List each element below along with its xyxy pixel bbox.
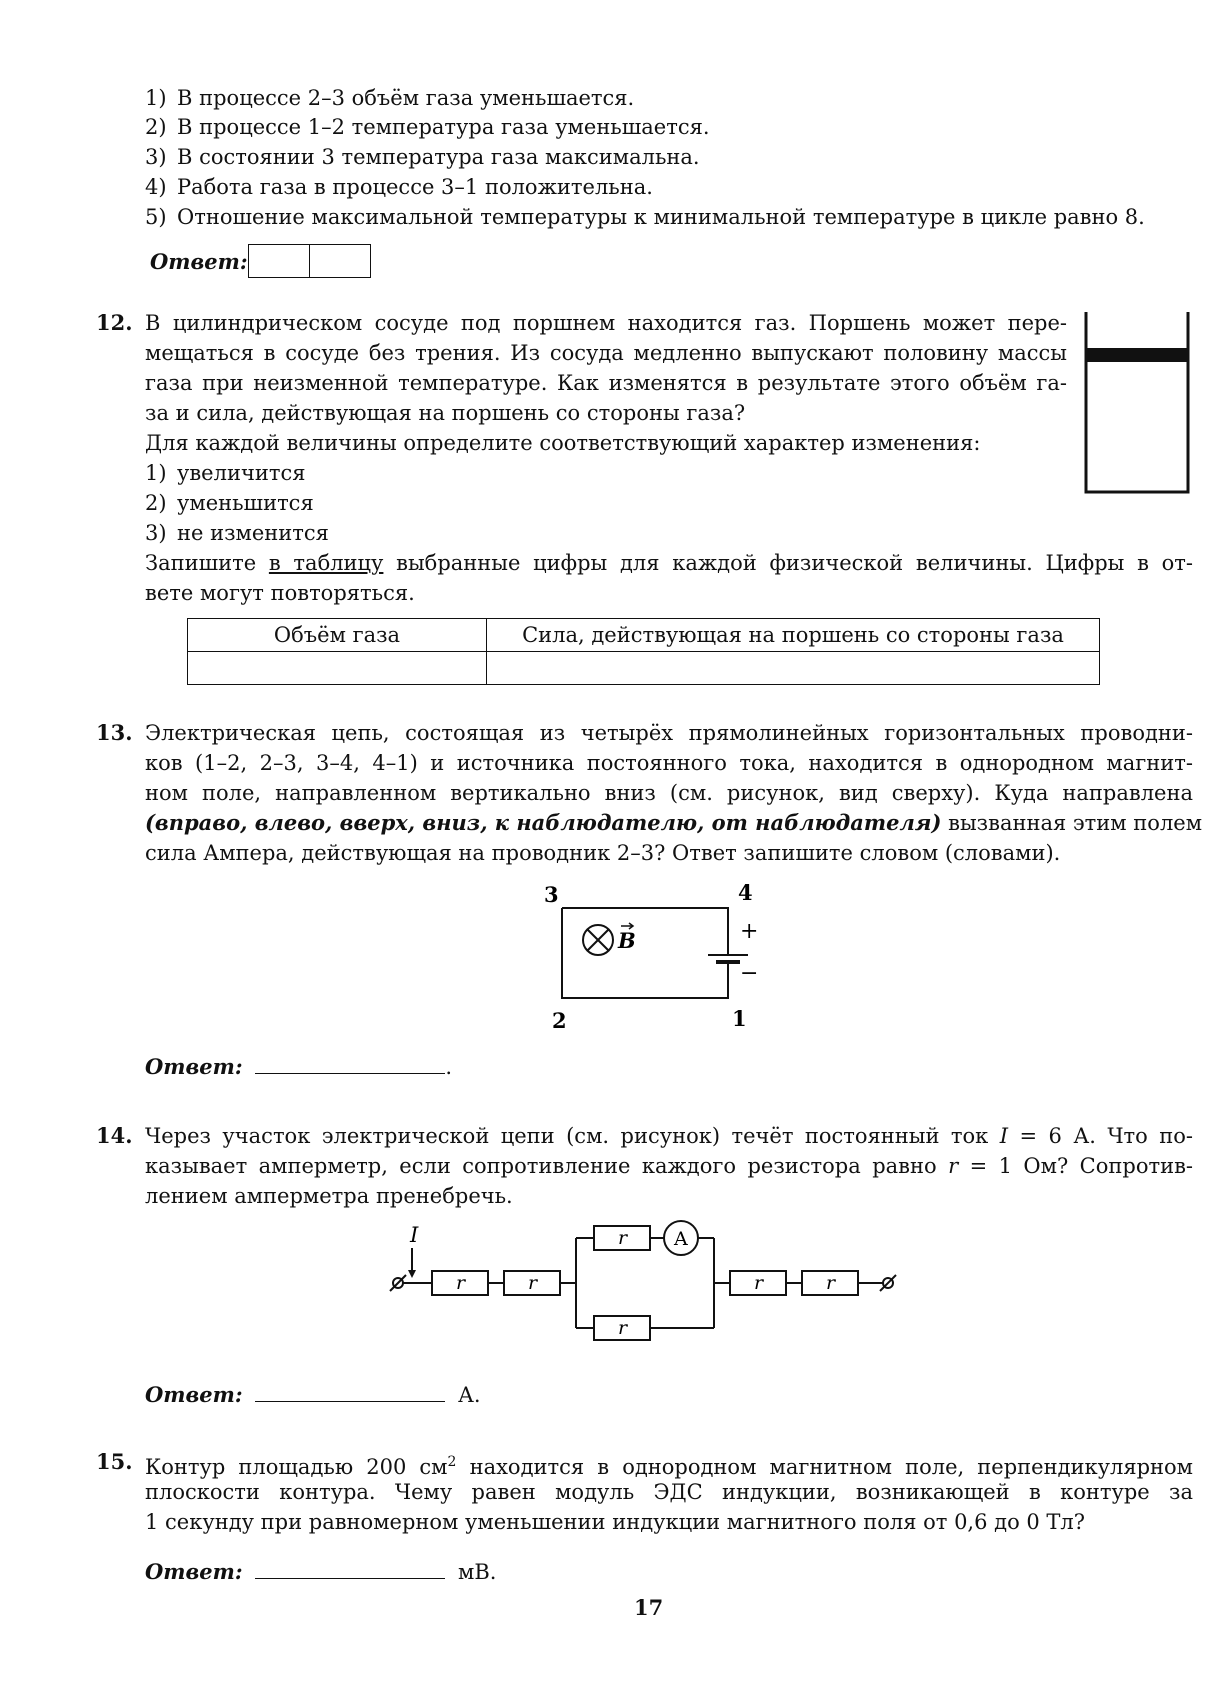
answer-box[interactable]	[249, 245, 309, 277]
node-label-1: 1	[732, 1006, 747, 1031]
resistor-label: r	[528, 1272, 538, 1294]
resistor-label: r	[456, 1272, 466, 1294]
q15-answer: Ответ: мВ.	[145, 1559, 497, 1584]
ammeter-label: A	[674, 1228, 688, 1250]
q12-text-line: В цилиндрическом сосуде под поршнем находится газ. Поршень может пере-	[145, 311, 1067, 335]
answer-cell-volume[interactable]	[188, 652, 487, 685]
q12-number: 12.	[96, 310, 133, 335]
resistor-label: r	[618, 1317, 628, 1339]
q13-circuit-figure	[530, 880, 770, 1040]
q13-text-line: ном поле, направленном вертикально вниз (см. рисунок, вид сверху). Куда направлена	[145, 781, 1193, 805]
q14-text-line: Через участок электрической цепи (см. рисунок) течёт постоянный ток I = 6 А. Что по-	[145, 1124, 1193, 1148]
q11-answer-label: Ответ:	[150, 249, 248, 274]
q14-answer-blank[interactable]	[255, 1381, 445, 1402]
q12-write-instruction-2: вете могут повторяться.	[145, 581, 415, 605]
cylinder-piston-figure	[1082, 312, 1192, 498]
q15-answer-blank[interactable]	[255, 1558, 445, 1579]
q11-option-2: 2) В процессе 1–2 температура газа уменьшается.	[145, 115, 710, 139]
node-label-2: 2	[552, 1008, 567, 1033]
q12-choice-2: 2) уменьшится	[145, 491, 314, 515]
q15-text-line: плоскости контура. Чему равен модуль ЭДС индукции, возникающей в контуре за	[145, 1480, 1193, 1504]
q12-text-line: мещаться в сосуде без трения. Из сосуда медленно выпускают половину массы	[145, 341, 1067, 365]
resistor-label: r	[754, 1272, 764, 1294]
q12-write-instruction: Запишите в таблицу выбранные цифры для каждой физической величины. Цифры в от-	[145, 551, 1193, 575]
q14-answer: Ответ: А.	[145, 1382, 481, 1407]
q13-text-line: (вправо, влево, вверх, вниз, к наблюдателю, от наблюдателя) вызванная этим полем	[145, 810, 1203, 835]
resistor-label: r	[618, 1227, 628, 1249]
node-label-4: 4	[738, 880, 753, 905]
current-label: I	[410, 1223, 419, 1247]
q13-number: 13.	[96, 720, 133, 745]
q13-answer-blank[interactable]	[255, 1053, 445, 1074]
circuit-wire	[562, 908, 728, 998]
q14-number: 14.	[96, 1123, 133, 1148]
q11-option-1: 1) В процессе 2–3 объём газа уменьшается.	[145, 86, 635, 110]
q12-choice-3: 3) не изменится	[145, 521, 329, 545]
q13-text-line: сила Ампера, действующая на проводник 2–3? Ответ запишите словом (словами).	[145, 841, 1061, 865]
battery-plus-label: +	[740, 919, 759, 944]
answer-box[interactable]	[309, 245, 370, 277]
q14-circuit-figure	[380, 1220, 910, 1360]
q11-answer-boxes[interactable]	[248, 244, 371, 278]
q11-option-5: 5) Отношение максимальной температуры к минимальной температуре в цикле равно 8.	[145, 205, 1145, 229]
q15-text-line: Контур площадью 200 $см^2$ находится в однородном магнитном поле, перпендикулярном	[145, 1454, 1193, 1479]
table-header-force: Сила, действующая на поршень со стороны газа	[487, 619, 1100, 652]
q13-text-line: Электрическая цепь, состоящая из четырёх прямолинейных горизонтальных проводни-	[145, 721, 1193, 745]
q15-text-line: 1 секунду при равномерном уменьшении индукции магнитного поля от 0,6 до 0 Тл?	[145, 1510, 1086, 1534]
cylinder-walls	[1086, 312, 1188, 492]
q11-option-4: 4) Работа газа в процессе 3–1 положительна.	[145, 175, 653, 199]
q12-text-line: газа при неизменной температуре. Как изменятся в результате этого объём га-	[145, 371, 1067, 395]
q12-text-line: за и сила, действующая на поршень со стороны газа?	[145, 401, 746, 425]
q15-number: 15.	[96, 1449, 133, 1474]
resistor-label: r	[826, 1272, 836, 1294]
field-vector-label: B	[618, 928, 636, 953]
q11-option-3: 3) В состоянии 3 температура газа максимальна.	[145, 145, 700, 169]
q12-instruction: Для каждой величины определите соответствующий характер изменения:	[145, 431, 981, 455]
q13-text-line: ков (1–2, 2–3, 3–4, 4–1) и источника постоянного тока, находится в однородном магнит-	[145, 751, 1193, 775]
q12-choice-1: 1) увеличится	[145, 461, 306, 485]
q13-answer: Ответ: .	[145, 1054, 453, 1079]
q14-text-line: лением амперметра пренебречь.	[145, 1184, 513, 1208]
piston	[1086, 348, 1188, 362]
node-label-3: 3	[544, 882, 559, 907]
answer-cell-force[interactable]	[487, 652, 1100, 685]
battery-minus-label: −	[740, 961, 759, 986]
page-number: 17	[634, 1595, 664, 1620]
q12-answer-table	[187, 618, 1100, 685]
q14-text-line: казывает амперметр, если сопротивление каждого резистора равно r = 1 Ом? Сопротив-	[145, 1154, 1194, 1178]
table-header-volume: Объём газа	[188, 619, 487, 652]
